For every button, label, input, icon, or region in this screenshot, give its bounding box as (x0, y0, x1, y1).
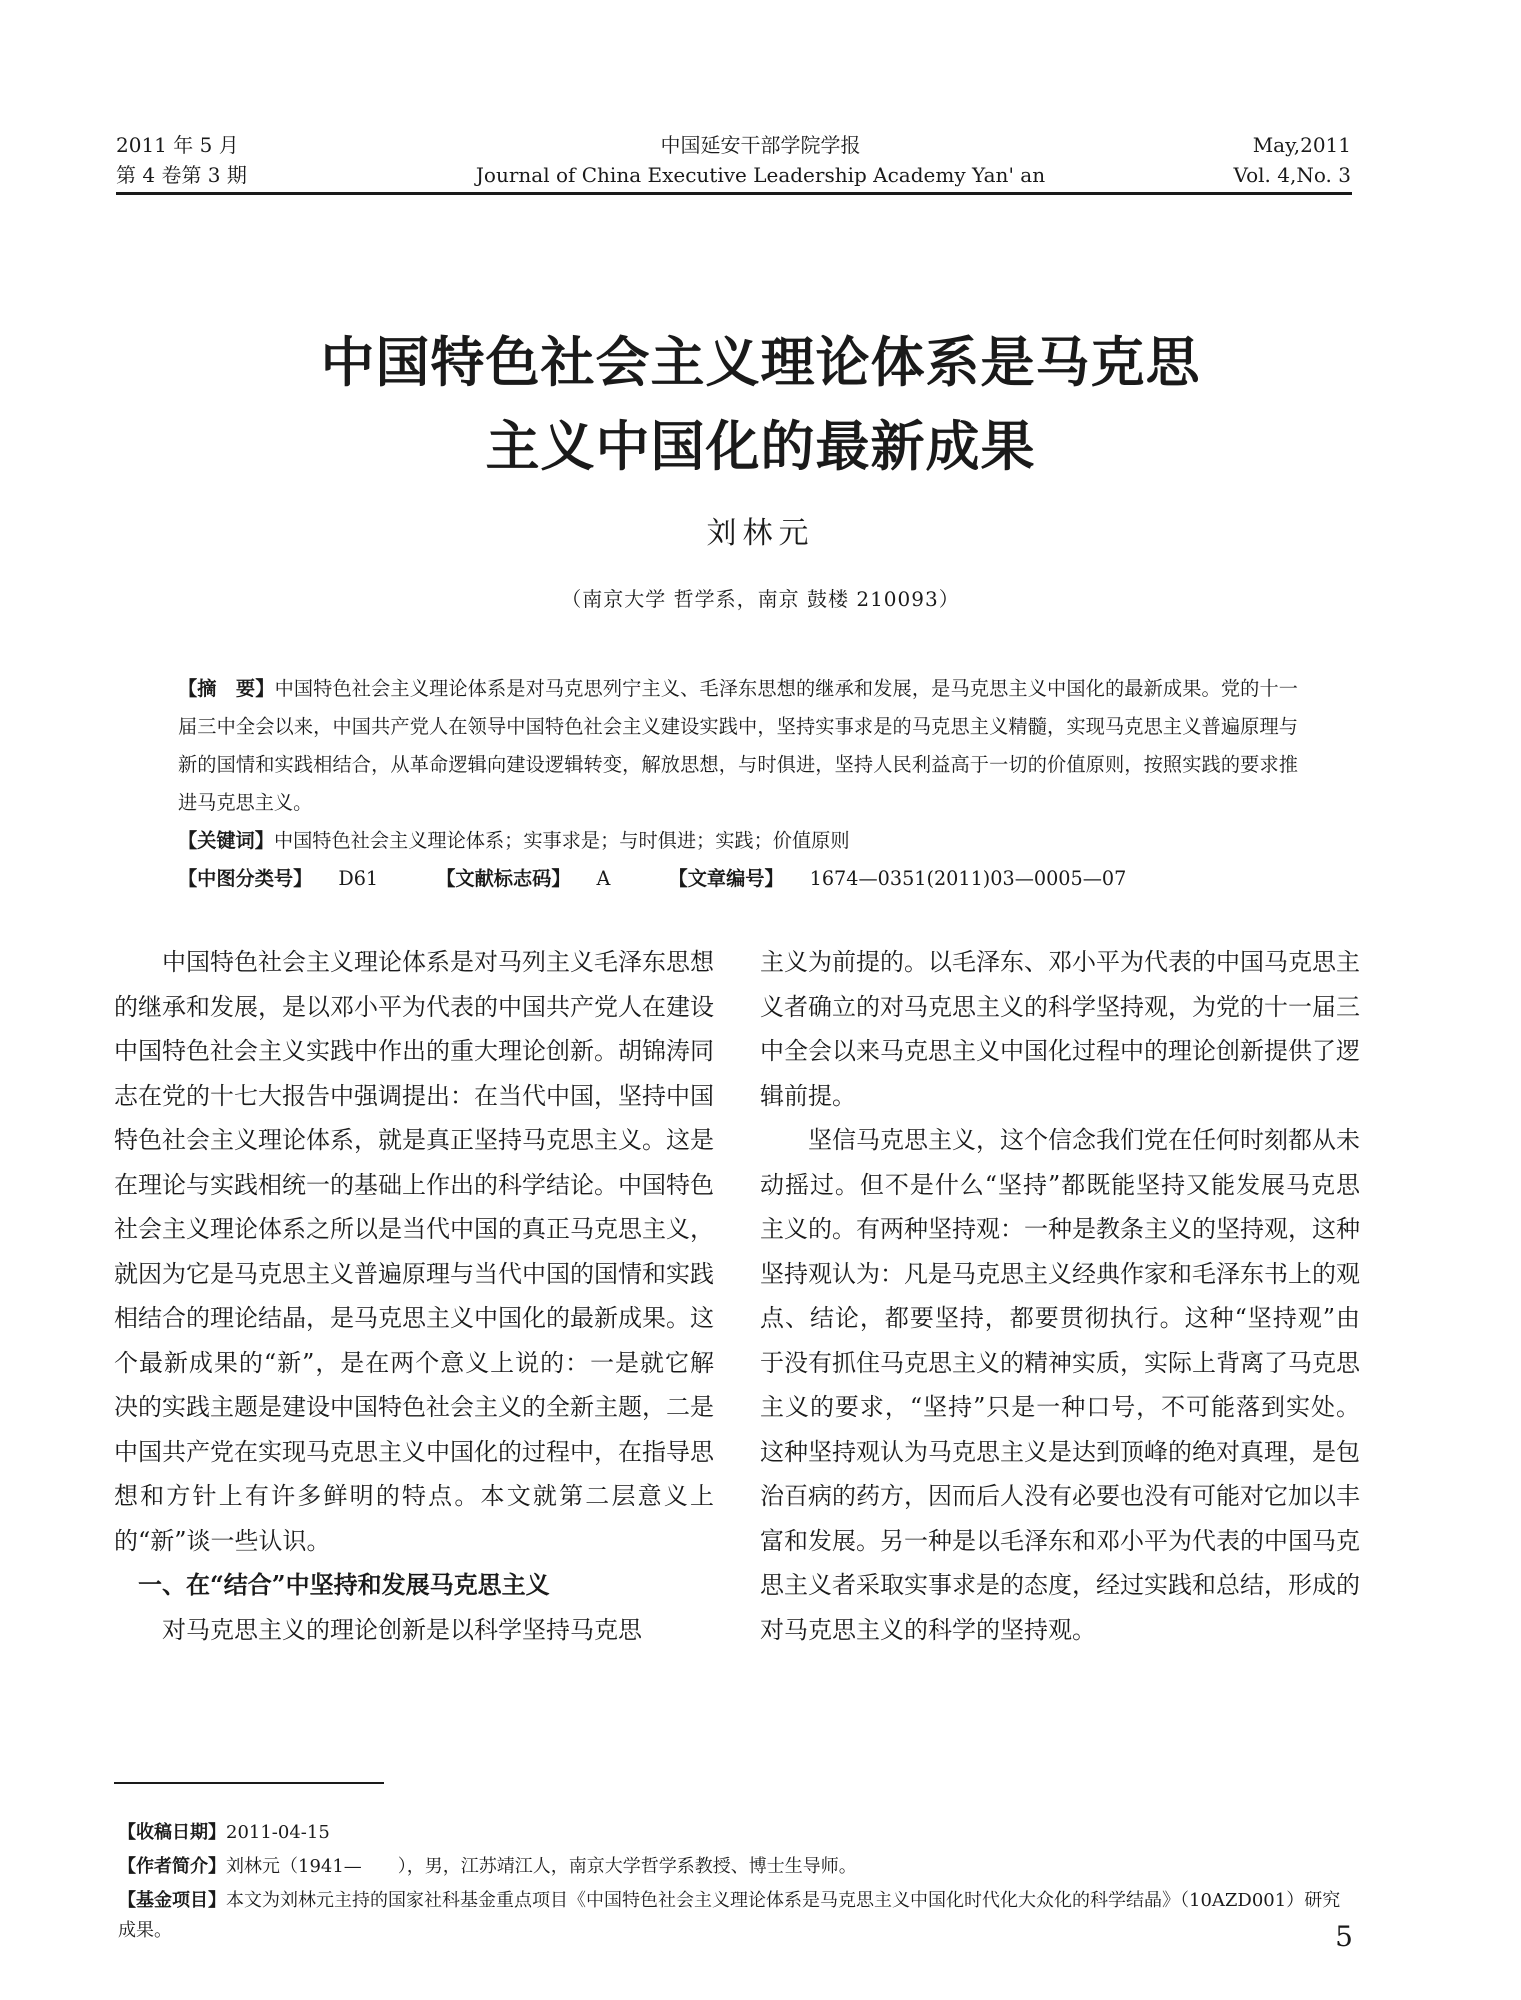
article-title (0, 320, 1521, 488)
received-date: 2011-04-15 (226, 1822, 330, 1843)
doc-code-label: 【文献标志码】 (436, 867, 571, 890)
title-line-2: 主义中国化的最新成果 (485, 414, 1036, 478)
keywords-text: 中国特色社会主义理论体系；实事求是；与时俱进；实践；价值原则 (273, 829, 850, 852)
body-paragraph: 对马克思主义的理论创新是以科学坚持马克思 (162, 1615, 642, 1644)
issue-date: 2011 年 5 月 (116, 133, 239, 157)
body-paragraph: 中国特色社会主义理论体系是对马列主义毛泽东思想的继承和发展，是以邓小平为代表的中国共产党人在建设中国特色社会主义实践中作出的重大理论创新。胡锦涛同志在党的十七大报告中强调提出：在当代中国，坚持中国特色社会主义理论体系，就是真正坚持马克思主义。这是在理论与实践相统一的基础上作出的科学结论。中国特色社会主义理论体系之所以是当代中国的真正马克思主义，就因为它是马克思主义普遍原理与当代中国的国情和实践相结合的理论结晶，是马克思主义中国化的最新成果。这个最新成果的“新”，是在两个意义上说的：一是就它解决的实践主题是建设中国特色社会主义的全新主题，二是中国共产党在实现马克思主义中国化的过程中，在指导思想和方针上有许多鲜明的特点。本文就第二层意义上的“新”谈一些认识。 (114, 948, 714, 1555)
header-right (1234, 130, 1351, 190)
section-heading: 一、在“结合”中坚持和发展马克思主义 (138, 1570, 550, 1599)
page-number: 5 (1335, 1920, 1353, 1953)
abstract-paragraph (178, 670, 1298, 822)
issue-date-en: May,2011 (1252, 133, 1351, 157)
received-label: 【收稿日期】 (118, 1822, 226, 1843)
article-author: 刘林元 (706, 516, 815, 551)
issue-volume-en: Vol. 4,No. 3 (1233, 163, 1351, 187)
journal-name-en: Journal of China Executive Leadership Academy Yan' an (475, 163, 1046, 187)
footnote-received (118, 1818, 1358, 1848)
title-line-1: 中国特色社会主义理论体系是马克思 (320, 330, 1201, 394)
footnote-fund (118, 1886, 1358, 1946)
journal-name-cn: 中国延安干部学院学报 (660, 133, 861, 157)
footnote-rule (114, 1782, 384, 1784)
abstract-block (178, 670, 1298, 898)
footnotes (118, 1818, 1358, 1950)
body-column-left (114, 940, 714, 1652)
body-paragraph: 主义为前提的。以毛泽东、邓小平为代表的中国马克思主义者确立的对马克思主义的科学坚持观，为党的十一届三中全会以来马克思主义中国化过程中的理论创新提供了逻辑前提。 (760, 948, 1360, 1110)
footnote-author (118, 1852, 1358, 1882)
header-rule (116, 192, 1352, 195)
keywords-line (178, 822, 1298, 860)
clc-value: D61 (338, 867, 379, 890)
issue-volume: 第 4 卷第 3 期 (116, 163, 247, 187)
author-affiliation: （南京大学 哲学系，南京 鼓楼 210093） (561, 587, 960, 611)
keywords-label: 【关键词】 (178, 829, 274, 852)
author-info-label: 【作者简介】 (118, 1856, 226, 1877)
article-no-label: 【文章编号】 (668, 867, 784, 890)
abstract-label: 【摘 要】 (178, 677, 275, 700)
clc-label: 【中图分类号】 (178, 867, 313, 890)
fund-label: 【基金项目】 (118, 1890, 226, 1911)
article-no-value: 1674—0351(2011)03—0005—07 (809, 867, 1127, 890)
body-paragraph: 坚信马克思主义，这个信念我们党在任何时刻都从未动摇过。但不是什么“坚持”都既能坚持又能发展马克思主义的。有两种坚持观：一种是教条主义的坚持观，这种坚持观认为：凡是马克思主义经典作家和毛泽东书上的观点、结论，都要坚持，都要贯彻执行。这种“坚持观”由于没有抓住马克思主义的精神实质，实际上背离了马克思主义的要求，“坚持”只是一种口号，不可能落到实处。这种坚持观认为马克思主义是达到顶峰的绝对真理，是包治百病的药方，因而后人没有必要也没有可能对它加以丰富和发展。另一种是以毛泽东和邓小平为代表的中国马克思主义者采取实事求是的态度，经过实践和总结，形成的对马克思主义的科学的坚持观。 (760, 1126, 1360, 1644)
author-info: 刘林元（1941— ），男，江苏靖江人，南京大学哲学系教授、博士生导师。 (226, 1856, 857, 1877)
doc-code-value: A (596, 867, 611, 890)
body-column-right (760, 940, 1360, 1652)
classification-line (178, 860, 1298, 898)
fund-info: 本文为刘林元主持的国家社科基金重点项目《中国特色社会主义理论体系是马克思主义中国化时代化大众化的科学结晶》（10AZD001）研究成果。 (118, 1890, 1341, 1941)
abstract-text: 中国特色社会主义理论体系是对马克思列宁主义、毛泽东思想的继承和发展，是马克思主义中国化的最新成果。党的十一届三中全会以来，中国共产党人在领导中国特色社会主义建设实践中，坚持实事求是的马克思主义精髓，实现马克思主义普遍原理与新的国情和实践相结合，从革命逻辑向建设逻辑转变，解放思想，与时俱进，坚持人民利益高于一切的价值原则，按照实践的要求推进马克思主义。 (178, 677, 1298, 814)
